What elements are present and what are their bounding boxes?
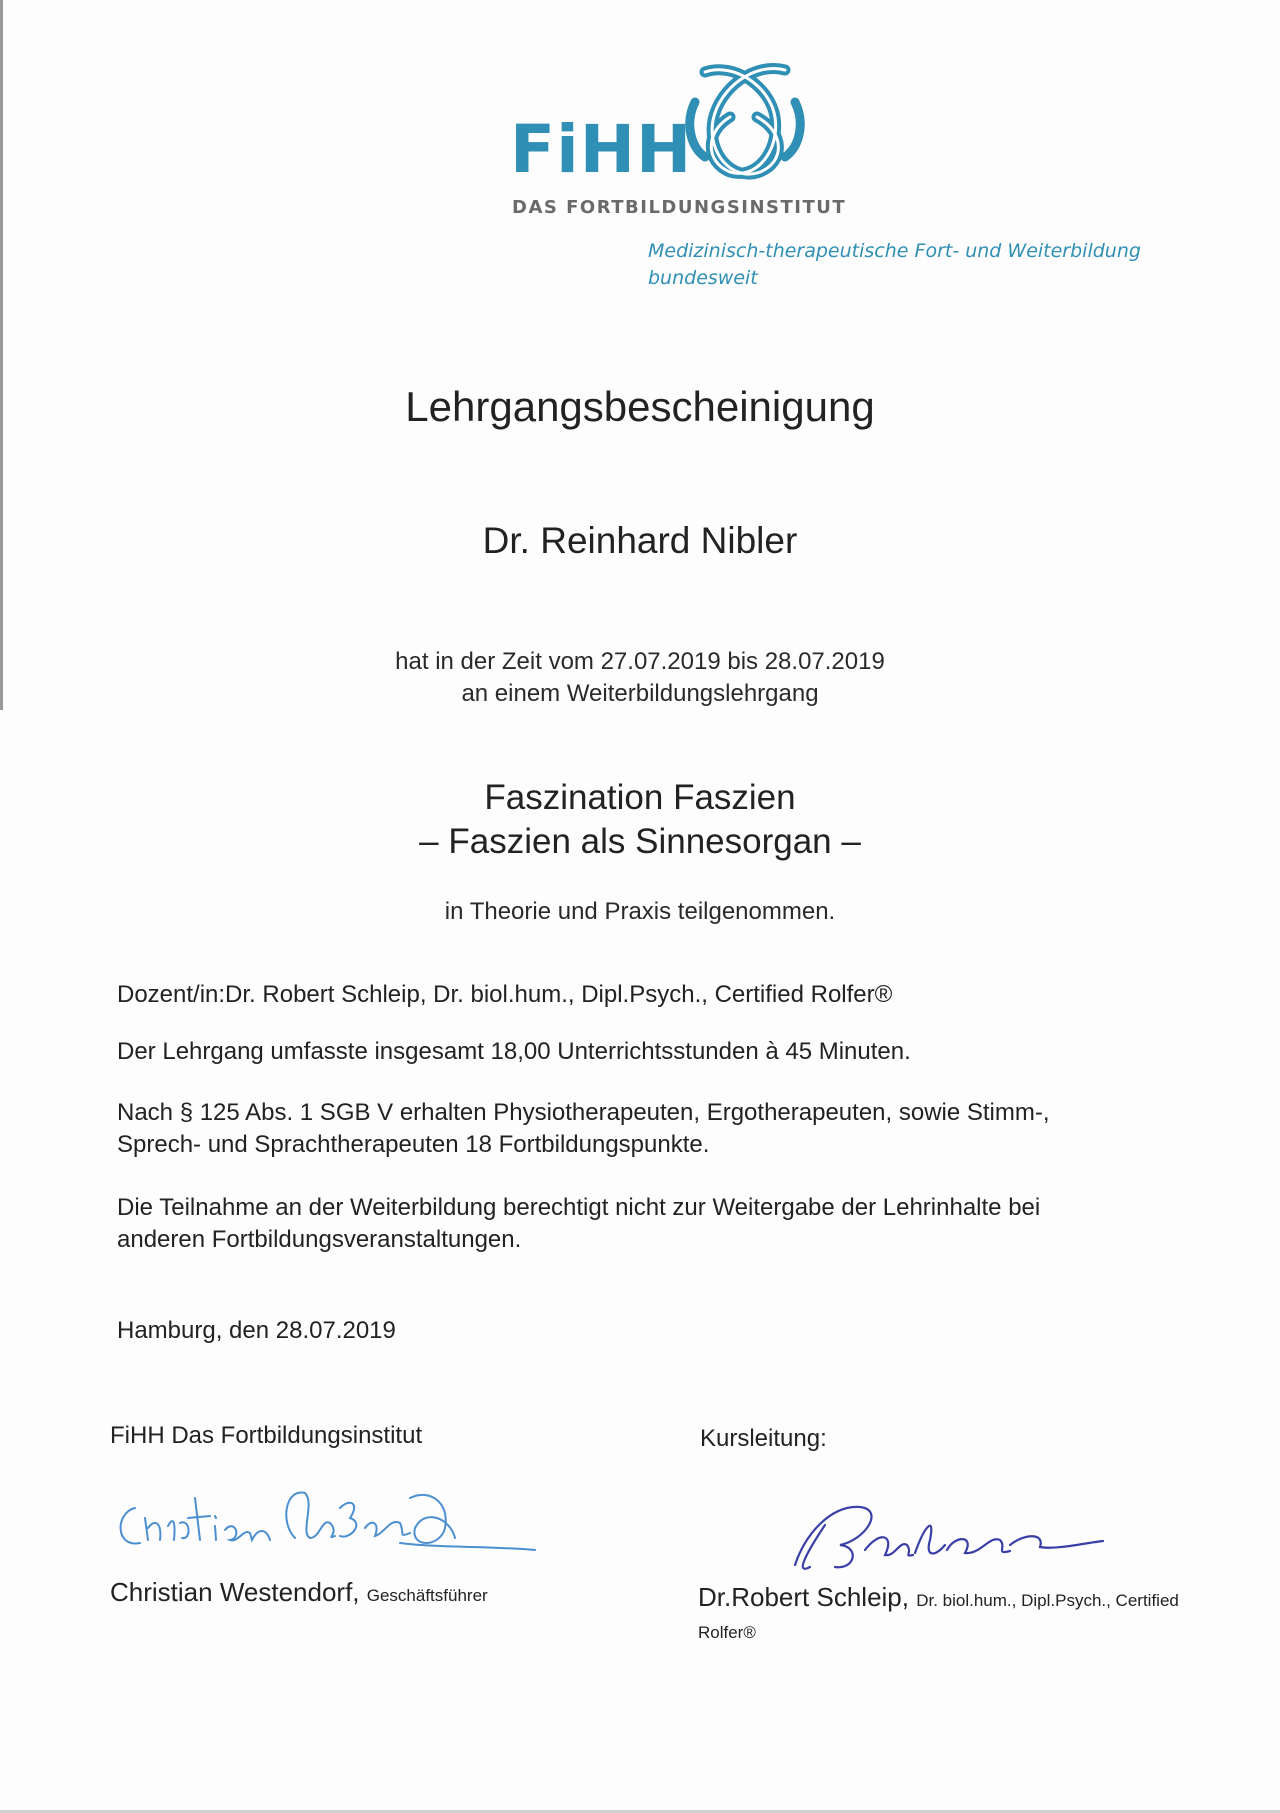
signature-robert-schleip	[785, 1495, 1105, 1580]
scan-left-edge	[0, 0, 3, 710]
tagline-line-2: bundesweit	[648, 267, 758, 289]
place-date: Hamburg, den 28.07.2019	[117, 1317, 396, 1344]
course-title: Faszination Faszien	[484, 778, 796, 817]
notice-line-1: Die Teilnahme an der Weiterbildung berechtigt nicht zur Weitergabe der Lehrinhalte bei	[117, 1194, 1041, 1221]
points-line-1: Nach § 125 Abs. 1 SGB V erhalten Physiotherapeuten, Ergotherapeuten, sowie Stimm-,	[117, 1099, 1050, 1126]
issuer-org: FiHH Das Fortbildungsinstitut	[110, 1422, 423, 1449]
course-lead-label: Kursleitung:	[700, 1425, 827, 1452]
period-line-1: hat in der Zeit vom 27.07.2019 bis 28.07.2019	[395, 648, 885, 675]
signer-left	[110, 1577, 488, 1608]
logo-subtitle: DAS FORTBILDUNGSINSTITUT	[512, 197, 847, 218]
hours-line: Der Lehrgang umfasste insgesamt 18,00 Unterrichtsstunden à 45 Minuten.	[117, 1038, 911, 1065]
tagline	[648, 238, 1141, 292]
signer-right-role: Dr. biol.hum., Dipl.Psych., Certified	[916, 1591, 1179, 1610]
signer-left-name: Christian Westendorf,	[110, 1577, 360, 1607]
signer-right	[698, 1580, 1179, 1648]
course-name	[0, 776, 1280, 864]
period-line-2: an einem Weiterbildungslehrgang	[461, 680, 819, 707]
signer-right-name: Dr.Robert Schleip,	[698, 1582, 909, 1612]
signer-right-role-2: Rolfer®	[698, 1623, 756, 1642]
recipient-name: Dr. Reinhard Nibler	[482, 520, 798, 561]
fihh-logo	[510, 62, 847, 222]
points-line-2: Sprech- und Sprachtherapeuten 18 Fortbildungspunkte.	[117, 1131, 710, 1158]
notice-paragraph	[117, 1192, 1177, 1256]
course-period	[0, 646, 1280, 710]
fascia-knot-icon	[675, 62, 810, 187]
lecturer-line: Dozent/in:Dr. Robert Schleip, Dr. biol.hum., Dipl.Psych., Certified Rolfer®	[117, 981, 893, 1008]
certificate-title: Lehrgangsbescheinigung	[405, 383, 875, 430]
tagline-line-1: Medizinisch-therapeutische Fort- und Weiterbildung	[648, 240, 1141, 262]
course-subtitle: – Faszien als Sinnesorgan –	[419, 822, 861, 861]
signer-left-role: Geschäftsführer	[366, 1586, 488, 1605]
signature-christian-westendorf	[110, 1478, 540, 1563]
completion-text: in Theorie und Praxis teilgenommen.	[444, 898, 836, 925]
notice-line-2: anderen Fortbildungsveranstaltungen.	[117, 1226, 522, 1253]
points-paragraph	[117, 1097, 1177, 1161]
logo-text: FiHH	[510, 111, 693, 188]
